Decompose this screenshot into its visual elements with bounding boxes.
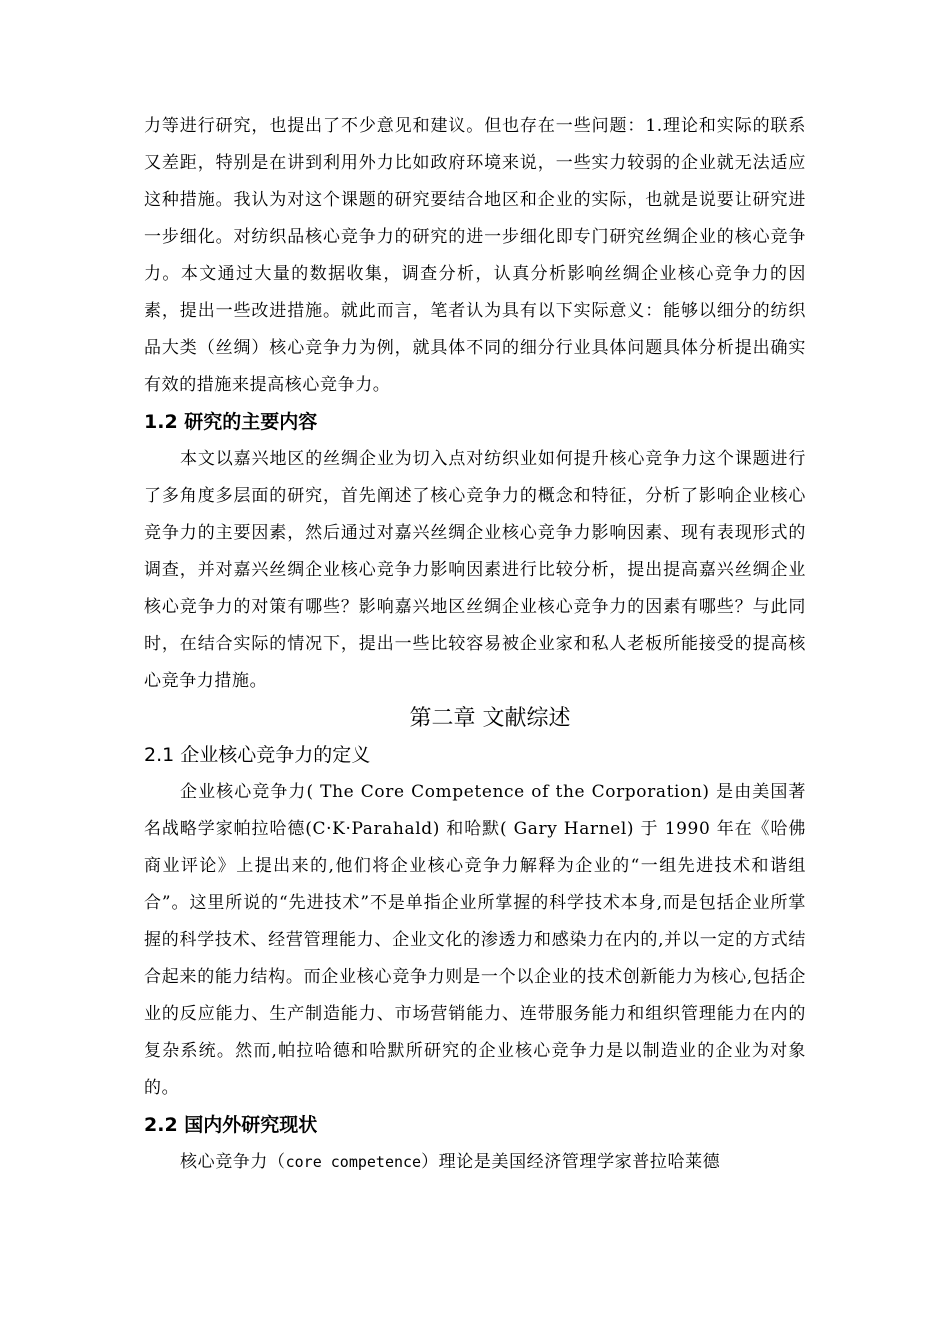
document-page xyxy=(144,108,806,1181)
paragraph-research-status xyxy=(144,1144,806,1181)
paragraph-research-significance: 力等进行研究，也提出了不少意见和建议。但也存在一些问题：1.理论和实际的联系又差距，特别是在讲到利用外力比如政府环境来说，一些实力较弱的企业就无法适应这种措施。我认为对这个课题的研究要结合地区和企业的实际，也就是说要让研究进一步细化。对纺织品核心竞争力的研究的进一步细化即专门研究丝绸企业的核心竞争力。本文通过大量的数据收集，调查分析，认真分析影响丝绸企业核心竞争力的因素，提出一些改进措施。就此而言，笔者认为具有以下实际意义：能够以细分的纺织品大类（丝绸）核心竞争力为例，就具体不同的细分行业具体问题具体分析提出确实有效的措施来提高核心竞争力。 xyxy=(144,116,806,395)
section-heading-2-2: 2.2 国内外研究现状 xyxy=(144,1114,318,1136)
text-segment: 核心竞争力（ xyxy=(180,1152,286,1172)
term-core-competence: core competence xyxy=(285,1153,422,1171)
section-heading-2-1: 2.1 企业核心竞争力的定义 xyxy=(144,744,371,766)
section-heading-1-2: 1.2 研究的主要内容 xyxy=(144,411,318,433)
paragraph-core-competence-definition: 企业核心竞争力( The Core Competence of the Corporation) 是由美国著名战略学家帕拉哈德(C·K·Parahald) 和哈默( Gary Harnel) 于 1990 年在《哈佛商业评论》上提出来的,他们将企业核心竞争力解释为企业的“一组先进技术和谐组合”。这里所说的“先进技术”不是单指企业所掌握的科学技术本身,而是包括企业所掌握的科学技术、经营管理能力、企业文化的渗透力和感染力在内的,并以一定的方式结合起来的能力结构。而企业核心竞争力则是一个以企业的技术创新能力为核心,包括企业的反应能力、生产制造能力、市场营销能力、连带服务能力和组织管理能力在内的复杂系统。然而,帕拉哈德和哈默所研究的企业核心竞争力是以制造业的企业为对象的。 xyxy=(144,782,806,1098)
text-segment: ）理论是美国经济管理学家普拉哈莱德 xyxy=(421,1152,721,1172)
chapter-heading-2: 第二章 文献综述 xyxy=(409,706,571,731)
paragraph-main-content: 本文以嘉兴地区的丝绸企业为切入点对纺织业如何提升核心竞争力这个课题进行了多角度多层面的研究，首先阐述了核心竞争力的概念和特征，分析了影响企业核心竞争力的主要因素，然后通过对嘉兴丝绸企业核心竞争力影响因素、现有表现形式的调查，并对嘉兴丝绸企业核心竞争力影响因素进行比较分析，提出提高嘉兴丝绸企业核心竞争力的对策有哪些？影响嘉兴地区丝绸企业核心竞争力的因素有哪些？与此同时，在结合实际的情况下，提出一些比较容易被企业家和私人老板所能接受的提高核心竞争力措施。 xyxy=(144,449,806,691)
